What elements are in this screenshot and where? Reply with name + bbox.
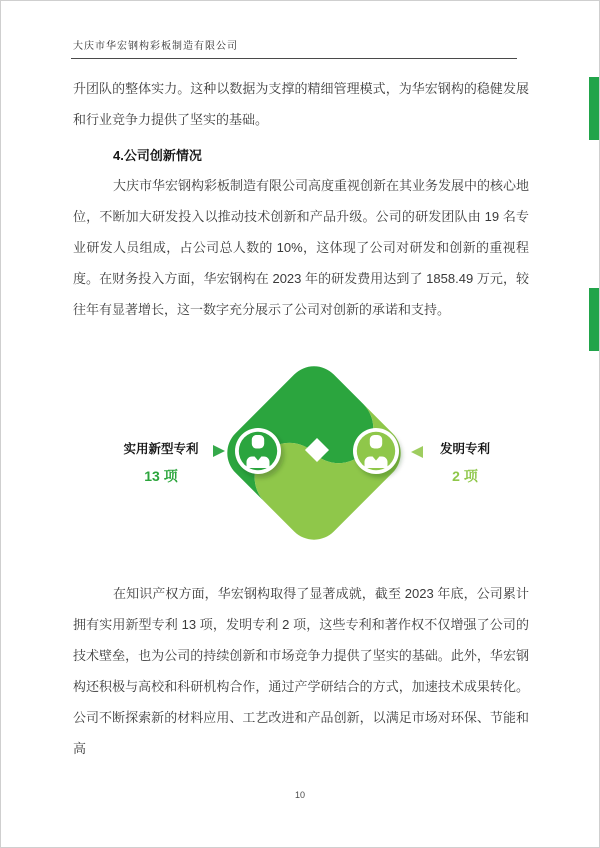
section-heading: 4.公司创新情况 <box>113 148 202 163</box>
paragraph-2: 大庆市华宏钢构彩板制造有限公司高度重视创新在其业务发展中的核心地位，不断加大研发投入以推动技术创新和产品升级。公司的研发团队由 19 名专业研发人员组成，占公司总人数的 10%，这体现了公司对研发和创新的重视程度。在财务投入方面，华宏钢构在 2023 年的研发费用达到了 1858.49 万元，较往年有显著增长，这一数字充分展示了公司对创新的承诺和支持。 <box>73 178 530 317</box>
page-header-company: 大庆市华宏钢构彩板制造有限公司 <box>73 41 238 52</box>
header-divider <box>71 58 517 59</box>
right-accent-bar-top <box>589 77 599 140</box>
paragraph-3: 在知识产权方面，华宏钢构取得了显著成就，截至 2023 年底，公司累计拥有实用新型专利 13 项，发明专利 2 项，这些专利和著作权不仅增强了公司的技术壁垒，也为公司的持续创新和市场竞争力提供了坚实的基础。此外，华宏钢构还积极与高校和科研机构合作，通过产学研结合的方式，加速技术成果转化。公司不断探索新的材料应用、工艺改进和产品创新，以满足市场对环保、节能和高 <box>73 586 529 756</box>
page-number: 10 <box>294 790 305 800</box>
invention-patent-value: 2 项 <box>452 468 478 484</box>
right-accent-bar-bottom <box>589 288 599 351</box>
invention-patent-label: 发明专利 <box>439 442 490 456</box>
utility-patent-value: 13 项 <box>144 468 178 484</box>
paragraph-1: 升团队的整体实力。这种以数据为支撑的精细管理模式，为华宏钢构的稳健发展和行业竞争力提供了坚实的基础。 <box>73 81 529 127</box>
utility-patent-label: 实用新型专利 <box>123 442 199 456</box>
